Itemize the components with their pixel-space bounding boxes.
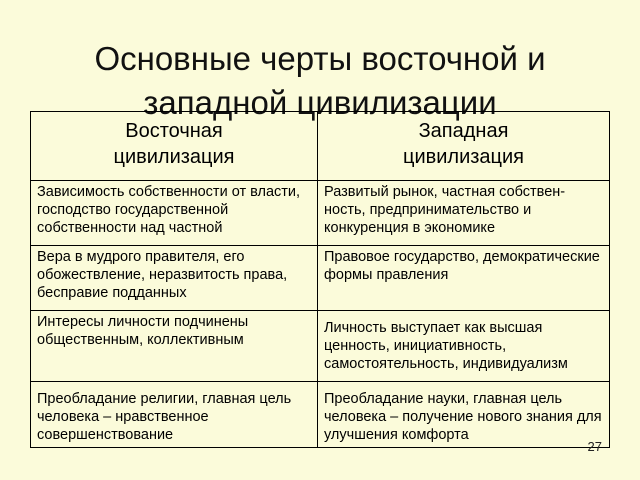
table-row	[31, 181, 610, 246]
cell-eastern: Преобладание религии, главная цель человека – нравственное совершенствование	[31, 382, 318, 448]
cell-western: Преобладание науки, главная цель человека – получение нового знания для улучшения комфорта	[318, 382, 610, 448]
header-western-line2: цивилизация	[402, 146, 524, 168]
title-line-1: Основные черты восточной и	[94, 40, 546, 78]
cell-western: Правовое государство, демократические формы правления	[318, 246, 610, 311]
header-eastern-line2: цивилизация	[113, 146, 235, 168]
header-western-line1: Западная	[418, 120, 509, 142]
table-row	[31, 311, 610, 382]
table-header-row	[31, 112, 610, 181]
comparison-table	[30, 111, 610, 448]
cell-eastern: Интересы личности подчинены общественным, коллективным	[31, 311, 318, 382]
cell-western: Личность выступает как высшая ценность, инициативность, самостоятельность, индивидуализм	[318, 311, 610, 382]
cell-eastern: Вера в мудрого правителя, его обожествление, неразвитость права, бесправие подданных	[31, 246, 318, 311]
cell-eastern: Зависимость собственности от власти, господство государственной собственности над частной	[31, 181, 318, 246]
header-eastern-line1: Восточная	[125, 120, 223, 142]
header-eastern	[31, 112, 318, 181]
header-western	[318, 112, 610, 181]
table-row	[31, 246, 610, 311]
table-row	[31, 382, 610, 448]
page-number: 27	[587, 439, 602, 454]
title-line-2: западной цивилизации	[143, 84, 497, 122]
cell-western: Развитый рынок, частная собствен-ность, предпринимательство и конкуренция в экономике	[318, 181, 610, 246]
